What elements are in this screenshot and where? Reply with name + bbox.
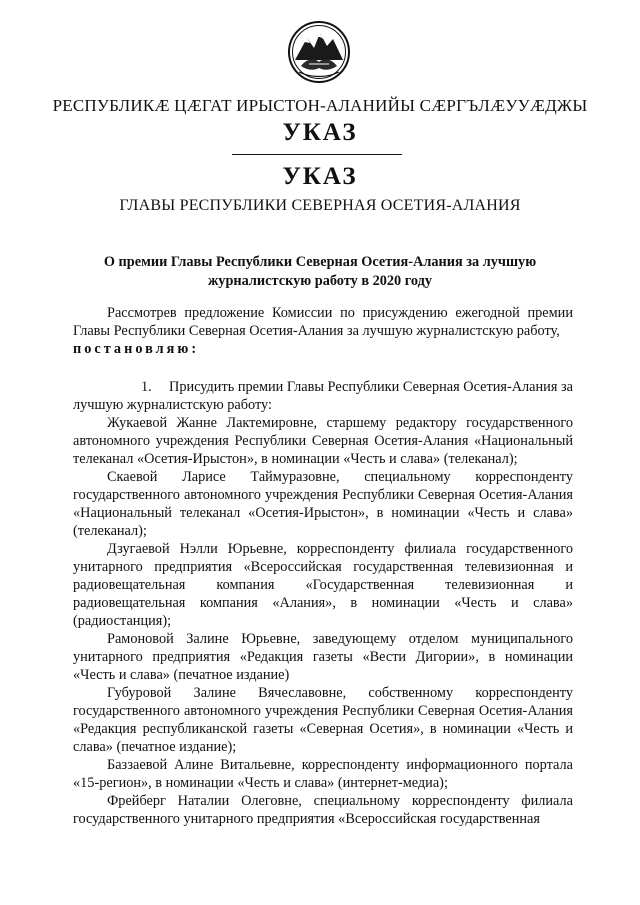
item-1-paragraph bbox=[73, 378, 573, 414]
decree-word-russian: УКАЗ bbox=[282, 163, 358, 190]
header-ossetian: РЕСПУБЛИКӔ ЦӔГАТ ИРЫСТОН-АЛАНИЙЫ СӔРГЪЛӔУУӔДЖЫ bbox=[52, 96, 588, 115]
document-title: О премии Главы Республики Северная Осетия-Алания за лучшую журналистскую работу в 2020 году bbox=[103, 254, 537, 289]
awardee-paragraph: Жукаевой Жанне Лактемировне, старшему редактору государственного автономного учреждения Республики Северная Осетия-Алания «Национальный телеканал «Осетия-Ирыстон», в номинации «Честь и слава» (телеканал); bbox=[73, 415, 573, 467]
awardee-paragraph: Скаевой Ларисе Таймуразовне, специальному корреспонденту государственного автономного учреждения Республики Северная Осетия-Алания «Национальный телеканал «Осетия-Ирыстон», в номинации «Честь и слава» (телеканал); bbox=[73, 469, 573, 539]
spacer bbox=[73, 358, 573, 378]
item-number: 1. bbox=[141, 379, 152, 395]
preamble-text: Рассмотрев предложение Комиссии по присуждению ежегодной премии Главы Республики Северная Осетия-Алания за лучшую журналистскую работу, bbox=[73, 305, 573, 339]
header-russian: ГЛАВЫ РЕСПУБЛИКИ СЕВЕРНАЯ ОСЕТИЯ-АЛАНИЯ bbox=[119, 197, 521, 214]
divider-line bbox=[232, 154, 402, 155]
coat-of-arms-emblem bbox=[287, 20, 351, 84]
item-1-text: Присудить премии Главы Республики Северная Осетия-Алания за лучшую журналистскую работу: bbox=[73, 379, 573, 413]
awardee-paragraph: Рамоновой Залине Юрьевне, заведующему отделом муниципального унитарного предприятия «Редакция газеты «Вести Дигории», в номинации «Честь и слава» (печатное издание) bbox=[73, 631, 573, 683]
document-body bbox=[73, 304, 573, 828]
preamble-paragraph bbox=[73, 304, 573, 340]
awardee-paragraph: Дзугаевой Нэлли Юрьевне, корреспонденту филиала государственного унитарного предприятия «Всероссийская государственная телевизионная и радиовещательная компания «Государственная телевизионная и радиовещательная компания «Алания», в номинации «Честь и слава» (радиостанция); bbox=[73, 541, 573, 629]
awardee-paragraph: Баззаевой Алине Витальевне, корреспонденту информационного портала «15-регион», в номинации «Честь и слава» (интернет-медиа); bbox=[73, 757, 573, 791]
awardee-paragraph: Фрейберг Наталии Олеговне, специальному корреспонденту филиала государственного унитарного предприятия «Всероссийская государственная bbox=[73, 793, 573, 827]
awardee-paragraph: Губуровой Залине Вячеславовне, собственному корреспонденту государственного автономного учреждения Республики Северная Осетия-Алания «Редакция республиканской газеты «Северная Осетия», в номинации «Честь и слава» (печатное издание); bbox=[73, 685, 573, 755]
decree-word: постановляю: bbox=[73, 341, 200, 357]
decree-line bbox=[73, 340, 573, 358]
decree-word-ossetian: УКАЗ bbox=[282, 119, 358, 146]
